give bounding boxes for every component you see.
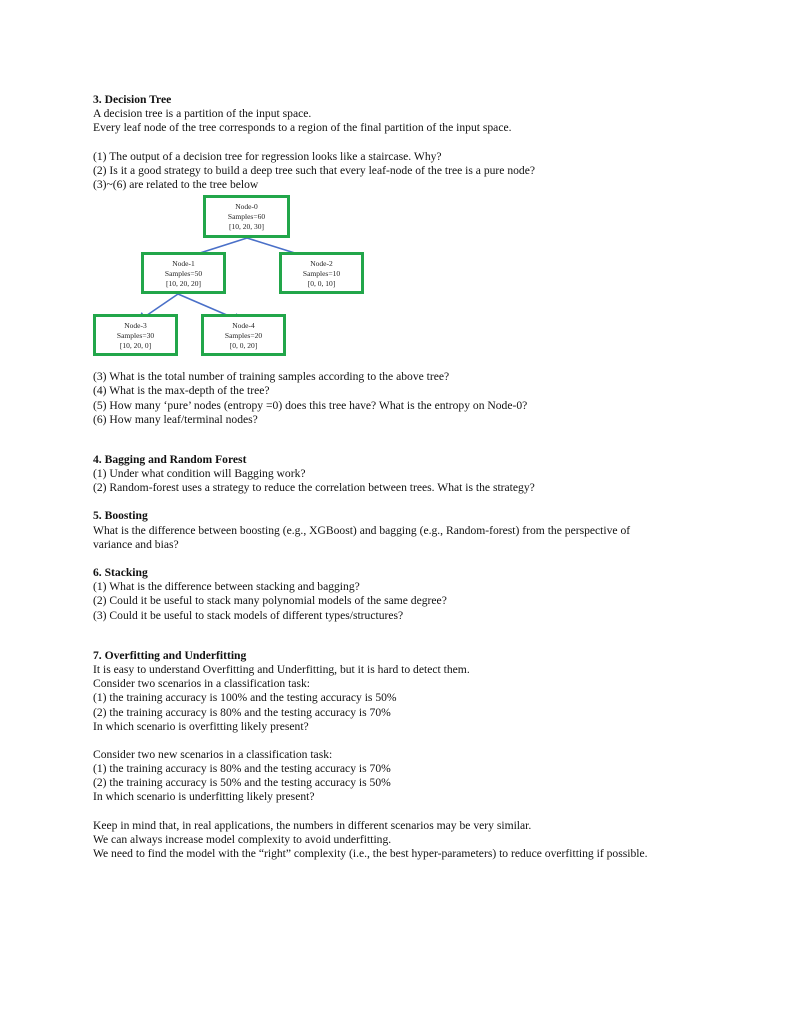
node-distribution: [10, 20, 20] [166,279,201,289]
node-label: Node-4 [232,321,255,331]
question-line: (1) What is the difference between stacking and bagging? [93,580,360,594]
node-samples: Samples=60 [227,212,266,222]
node-samples: Samples=20 [224,331,263,341]
paragraph-line: We can always increase model complexity to avoid underfitting. [93,832,392,846]
node-label: Node-3 [124,321,147,331]
node-samples: Samples=10 [302,269,341,279]
paragraph-line: We need to find the model with the “right” complexity (i.e., the best hyper-parameters) to reduce overfitting if possible. [93,847,648,860]
node-label: Node-1 [172,259,195,269]
paragraph-line: In which scenario is underfitting likely present? [93,790,315,804]
paragraph-line: (1) the training accuracy is 80% and the testing accuracy is 70% [93,762,391,776]
question-line: (2) Is it a good strategy to build a deep tree such that every leaf-node of the tree is a pure node? [93,163,536,177]
paragraph-line: (2) the training accuracy is 50% and the testing accuracy is 50% [93,776,391,790]
node-distribution: [10, 20, 30] [229,222,264,232]
paragraph-line: In which scenario is overfitting likely present? [93,719,309,733]
question-line: (3) Could it be useful to stack models of different types/structures? [93,608,404,622]
question-line: (6) How many leaf/terminal nodes? [93,412,258,426]
question-line: variance and bias? [93,537,179,551]
question-line: (4) What is the max-depth of the tree? [93,384,270,398]
tree-node-1 [141,252,226,294]
question-line: (1) The output of a decision tree for regression looks like a staircase. Why? [93,149,442,163]
paragraph-line: (2) the training accuracy is 80% and the testing accuracy is 70% [93,705,391,719]
decision-tree-diagram [93,192,713,370]
section-4-title: 4. Bagging and Random Forest [93,452,247,466]
tree-node-4 [201,314,286,356]
paragraph-line: It is easy to understand Overfitting and Underfitting, but it is hard to detect them. [93,662,470,676]
tree-node-0 [203,195,290,238]
section-6-title: 6. Stacking [93,566,148,579]
node-label: Node-0 [235,202,258,212]
question-line: (2) Could it be useful to stack many polynomial models of the same degree? [93,594,447,608]
tree-node-2 [279,252,364,294]
section-5-title: 5. Boosting [93,509,148,523]
node-samples: Samples=30 [116,331,155,341]
node-label: Node-2 [310,259,333,269]
question-line: (2) Random-forest uses a strategy to reduce the correlation between trees. What is the strategy? [93,481,535,495]
question-line: (3)~(6) are related to the tree below [93,177,259,191]
paragraph-line: Keep in mind that, in real applications, the numbers in different scenarios may be very similar. [93,818,532,832]
paragraph-line: (1) the training accuracy is 100% and the testing accuracy is 50% [93,691,397,705]
paragraph-line: Every leaf node of the tree corresponds to a region of the final partition of the input space. [93,121,512,135]
question-line: (3) What is the total number of training samples according to the above tree? [93,370,450,384]
question-line: (1) Under what condition will Bagging work? [93,467,306,481]
document-page [93,93,713,861]
paragraph-line: A decision tree is a partition of the input space. [93,107,312,121]
tree-node-3 [93,314,178,356]
node-distribution: [10, 20, 0] [119,341,152,351]
paragraph-line: Consider two new scenarios in a classification task: [93,747,333,761]
question-line: (5) How many ‘pure’ nodes (entropy =0) does this tree have? What is the entropy on Node-0? [93,398,528,412]
section-3-title: 3. Decision Tree [93,93,172,106]
node-distribution: [0, 0, 10] [307,279,336,289]
question-line: What is the difference between boosting (e.g., XGBoost) and bagging (e.g., Random-forest) from the perspective of [93,523,631,537]
node-distribution: [0, 0, 20] [229,341,258,351]
paragraph-line: Consider two scenarios in a classification task: [93,677,311,691]
node-samples: Samples=50 [164,269,203,279]
section-7-title: 7. Overfitting and Underfitting [93,648,247,662]
